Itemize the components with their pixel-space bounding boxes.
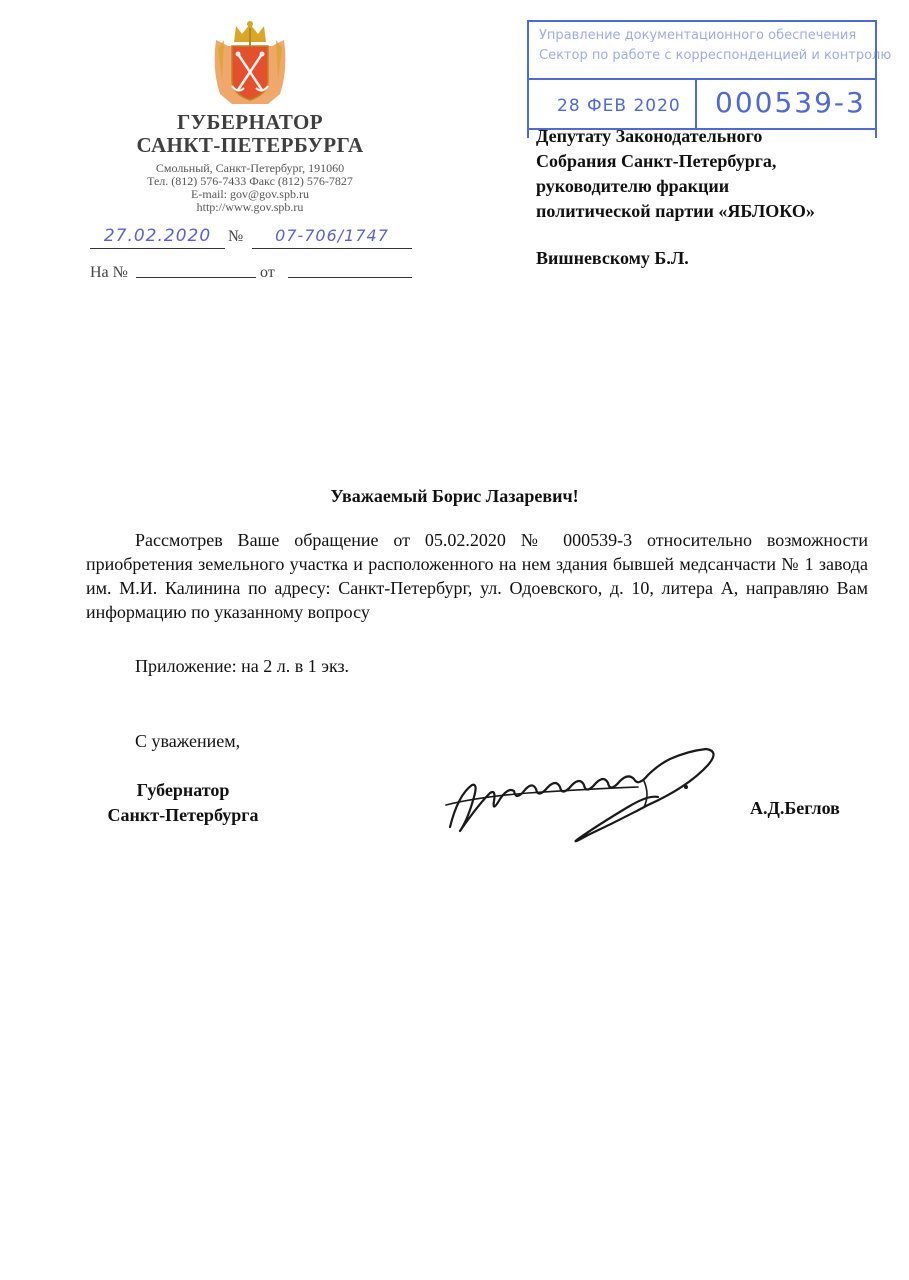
salutation: Уважаемый Борис Лазаревич!	[330, 486, 579, 506]
outgoing-date: 27.02.2020	[90, 226, 225, 249]
reply-number-blank	[136, 277, 256, 278]
addressee-line: политической партии «ЯБЛОКО»	[536, 201, 815, 221]
stamp-department-line2: Сектор по работе с корреспонденцией и контролю	[539, 48, 892, 63]
reply-number-label: На №	[90, 264, 128, 281]
outgoing-reference	[90, 226, 412, 252]
signatory-name: А.Д.Беглов	[750, 798, 840, 818]
registration-stamp	[527, 20, 892, 138]
letter-body	[86, 528, 868, 624]
signatory-title-line2: Санкт-Петербурга	[107, 805, 259, 825]
coat-of-arms-icon	[210, 20, 290, 108]
reply-from-label: от	[260, 264, 275, 281]
reply-date-blank	[288, 277, 412, 278]
body-paragraph: Рассмотрев Ваше обращение от 05.02.2020 № 000539-3 относительно возможности приобретения земельного участка и расположенного на нем здания бывшей медсанчасти № 1 завода им. М.И. Калинина по адресу: Санкт-Петербург, ул. Одоевского, д. 10, литера А, направляю Вам информацию по указанному вопросу	[86, 530, 868, 622]
attachment-note: Приложение: на 2 л. в 1 экз.	[135, 656, 350, 676]
stamp-header	[529, 20, 892, 80]
addressee-line: Депутату Законодательного	[536, 126, 763, 146]
stamp-department-line1: Управление документационного обеспечения	[539, 28, 857, 43]
stamp-number: 000539-3	[715, 86, 866, 119]
org-website: http://www.gov.spb.ru	[196, 200, 304, 214]
signatory-title	[88, 778, 278, 828]
org-phone-fax: Тел. (812) 576-7433 Факс (812) 576-7827	[147, 174, 353, 188]
stamp-date: 28 ФЕВ 2020	[557, 96, 681, 116]
stamp-divider	[695, 78, 697, 128]
addressee-name: Вишневскому Б.Л.	[536, 248, 689, 268]
closing: С уважением,	[135, 731, 241, 751]
outgoing-number: 07-706/1747	[252, 226, 412, 249]
org-email: E-mail: gov@gov.spb.ru	[191, 187, 309, 201]
addressee-line: Собрания Санкт-Петербурга,	[536, 151, 777, 171]
addressee-line: руководителю фракции	[536, 176, 730, 196]
signatory-title-line1: Губернатор	[136, 780, 230, 800]
handwritten-signature-icon	[438, 735, 728, 855]
org-address: Смольный, Санкт-Петербург, 191060	[155, 161, 345, 175]
addressee-block	[536, 124, 896, 224]
number-label: №	[228, 228, 244, 245]
reply-reference	[90, 262, 412, 284]
org-title-line1: ГУБЕРНАТОР	[176, 110, 324, 134]
org-title-line2: САНКТ-ПЕТЕРБУРГА	[136, 133, 364, 157]
